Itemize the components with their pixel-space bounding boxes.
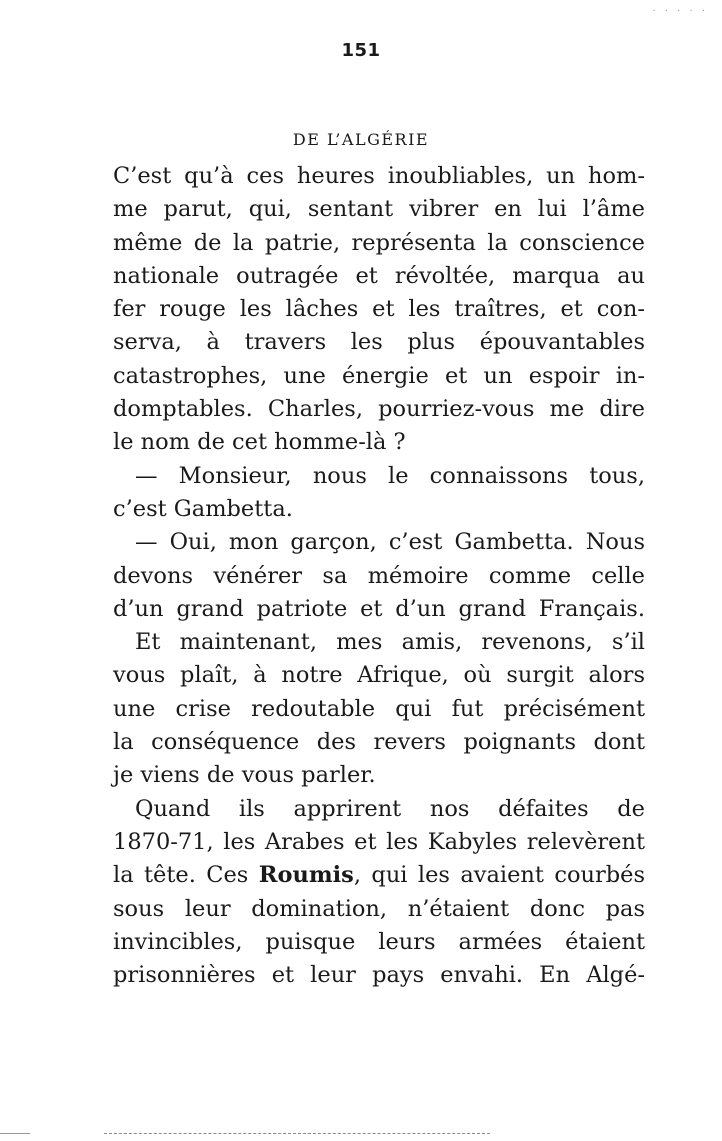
scan-artifact-marks: · · · · ·	[652, 6, 708, 17]
text-line: même de la patrie, représenta la conscience	[113, 229, 645, 256]
text-line: le nom de cet homme-là ?	[113, 429, 406, 456]
text-line: sous leur domination, n’étaient donc pas	[113, 895, 645, 922]
text-line: une crise redoutable qui fut précisément	[113, 695, 645, 722]
text-segment: , qui les avaient courbés	[353, 862, 646, 889]
text-line: me parut, qui, sentant vibrer en lui l’âme	[113, 196, 645, 223]
running-head: DE L’ALGÉRIE	[292, 130, 430, 149]
page-number: 151	[341, 40, 381, 61]
bold-term-roumis: Roumis	[258, 862, 354, 889]
text-line: fer rouge les lâches et les traîtres, et con-	[113, 296, 645, 323]
text-line: prisonnières et leur pays envahi. En Algé-	[113, 962, 645, 989]
text-line: la conséquence des revers poignants dont	[113, 729, 645, 756]
text-line: vous plaît, à notre Afrique, où surgit alors	[113, 662, 645, 689]
text-line: c’est Gambetta.	[113, 495, 293, 522]
text-line: catastrophes, une énergie et un espoir in-	[113, 362, 645, 389]
text-line: serva, à travers les plus épouvantables	[113, 329, 645, 356]
scan-edge-mark	[0, 1133, 30, 1134]
text-line: invincibles, puisque leurs armées étaient	[113, 928, 645, 955]
text-line-with-bold	[113, 859, 645, 892]
text-line: Quand ils apprirent nos défaites de	[135, 795, 645, 822]
text-line: domptables. Charles, pourriez-vous me dire	[113, 396, 645, 423]
text-line: nationale outragée et révoltée, marqua au	[113, 262, 645, 289]
text-line: je viens de vous parler.	[113, 762, 376, 789]
bottom-scan-rule	[104, 1133, 490, 1134]
text-line: devons vénérer sa mémoire comme celle	[113, 562, 645, 589]
text-line: d’un grand patriote et d’un grand Français.	[113, 595, 645, 622]
body-text	[113, 160, 645, 992]
text-segment: la tête. Ces	[113, 862, 259, 889]
text-line: 1870-71, les Arabes et les Kabyles relevèrent	[113, 828, 645, 855]
text-line: — Monsieur, nous le connaissons tous,	[135, 462, 645, 489]
text-line: C’est qu’à ces heures inoubliables, un hom-	[113, 163, 645, 189]
text-line: Et maintenant, mes amis, revenons, s’il	[135, 629, 645, 656]
text-line: — Oui, mon garçon, c’est Gambetta. Nous	[135, 529, 645, 556]
